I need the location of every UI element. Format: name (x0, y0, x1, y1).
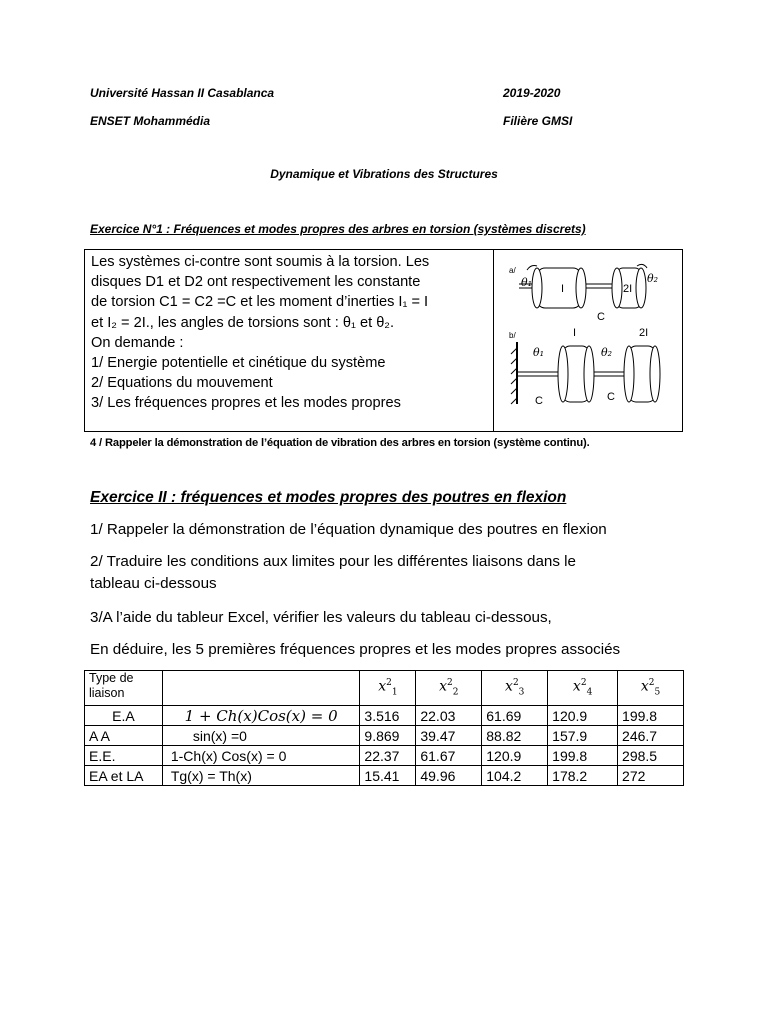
boundary-conditions-table (84, 670, 684, 786)
exercise2-question2 (90, 551, 576, 595)
table-row (85, 726, 684, 746)
value-cell: 22.37 (360, 746, 416, 766)
header-line: liaison (89, 686, 125, 700)
value-cell: 178.2 (548, 766, 618, 786)
exercise2-question1: 1/ Rappeler la démonstration de l’équation dynamique des poutres en flexion (90, 521, 607, 538)
liaison-type: A A (85, 726, 163, 746)
value-cell: 199.8 (548, 746, 618, 766)
program-name: Filière GMSI (503, 114, 573, 128)
liaison-type: E.E. (85, 746, 163, 766)
box-divider (493, 250, 494, 431)
stiffness-C-label: C (597, 311, 605, 323)
value-cell: 157.9 (548, 726, 618, 746)
value-cell: 199.8 (618, 706, 684, 726)
inertia-2I-label: 2I (623, 283, 633, 295)
header-line: Type de (89, 671, 134, 685)
value-cell: 22.03 (416, 706, 482, 726)
x2-squared-header: $x^2_2$ (416, 671, 482, 706)
statement-line: disques D1 et D2 ont respectivement les constante (91, 274, 421, 291)
stiffness-C-label-b2: C (607, 391, 615, 403)
statement-line: Les systèmes ci-contre sont soumis à la torsion. Les (91, 254, 430, 270)
theta2-label-b: θ₂ (601, 346, 613, 359)
value-cell: 120.9 (482, 746, 548, 766)
frequency-equation: 1 + Ch(x)Cos(x) = 0 (162, 706, 360, 726)
value-cell: 120.9 (548, 706, 618, 726)
inertia-I-label-b: I (573, 327, 577, 339)
equation-header (162, 671, 360, 706)
question2-line: 2/ Traduire les conditions aux limites pour les différentes liaisons dans le (90, 553, 576, 570)
exercise2-question3b: En déduire, les 5 premières fréquences propres et les modes propres associés (90, 641, 621, 658)
value-cell: 246.7 (618, 726, 684, 746)
table-row (85, 706, 684, 726)
statement-line: 2/ Equations du mouvement (91, 375, 273, 392)
table-row (85, 746, 684, 766)
value-cell: 298.5 (618, 746, 684, 766)
x3-squared-header: $x^2_3$ (482, 671, 548, 706)
exercise1-statement (91, 252, 487, 414)
figure-a-label: a/ (509, 266, 516, 275)
figure-b-label: b/ (509, 331, 516, 340)
value-cell: 61.69 (482, 706, 548, 726)
theta1-label-b: θ₁ (533, 346, 545, 359)
question2-line: tableau ci-dessous (90, 575, 217, 592)
school-name: ENSET Mohammédia (90, 114, 211, 128)
stiffness-C-label-b1: C (535, 395, 543, 407)
exercise2-question3: 3/A l’aide du tableur Excel, vérifier les valeurs du tableau ci-dessous, (90, 609, 552, 626)
exercise2-title: Exercice II : fréquences et modes propres des poutres en flexion (90, 489, 567, 506)
university-name: Université Hassan II Casablanca (90, 86, 275, 100)
value-cell: 49.96 (416, 766, 482, 786)
document-title: Dynamique et Vibrations des Structures (270, 167, 498, 181)
theta1-label: θ₁ (521, 276, 533, 289)
x1-squared-header: $x^2_1$ (360, 671, 416, 706)
frequency-equation: Tg(x) = Th(x) (162, 766, 360, 786)
value-cell: 104.2 (482, 766, 548, 786)
statement-line: On demande : (91, 334, 184, 351)
value-cell: 3.516 (360, 706, 416, 726)
academic-year: 2019-2020 (503, 86, 561, 100)
statement-line: et I₂ = 2I., les angles de torsions sont : θ₁ et θ₂. (91, 314, 395, 331)
value-cell: 272 (618, 766, 684, 786)
statement-line: 3/ Les fréquences propres et les modes propres (91, 395, 401, 412)
inertia-I-label: I (561, 283, 565, 295)
value-cell: 39.47 (416, 726, 482, 746)
value-cell: 88.82 (482, 726, 548, 746)
value-cell: 61.67 (416, 746, 482, 766)
table-row (85, 766, 684, 786)
frequency-equation: 1-Ch(x) Cos(x) = 0 (162, 746, 360, 766)
frequency-equation: sin(x) =0 (162, 726, 360, 746)
inertia-2I-label-b: 2I (639, 327, 649, 339)
theta2-label: θ₂ (647, 272, 659, 285)
statement-line: 1/ Energie potentielle et cinétique du système (91, 355, 386, 372)
torsion-shaft-figure (497, 254, 679, 428)
liaison-type: E.A (85, 706, 163, 726)
x5-squared-header: $x^2_5$ (618, 671, 684, 706)
value-cell: 9.869 (360, 726, 416, 746)
liaison-type-header (85, 671, 163, 706)
exercise1-box (84, 249, 683, 432)
statement-line: de torsion C1 = C2 =C et les moment d’inerties I₁ = I (91, 294, 429, 311)
table-header-row (85, 671, 684, 706)
liaison-type: EA et LA (85, 766, 163, 786)
x4-squared-header: $x^2_4$ (548, 671, 618, 706)
value-cell: 15.41 (360, 766, 416, 786)
exercise1-title: Exercice N°1 : Fréquences et modes propres des arbres en torsion (systèmes discrets) (90, 222, 586, 236)
exercise1-question4: 4 / Rappeler la démonstration de l’équation de vibration des arbres en torsion (système continu). (90, 437, 590, 449)
